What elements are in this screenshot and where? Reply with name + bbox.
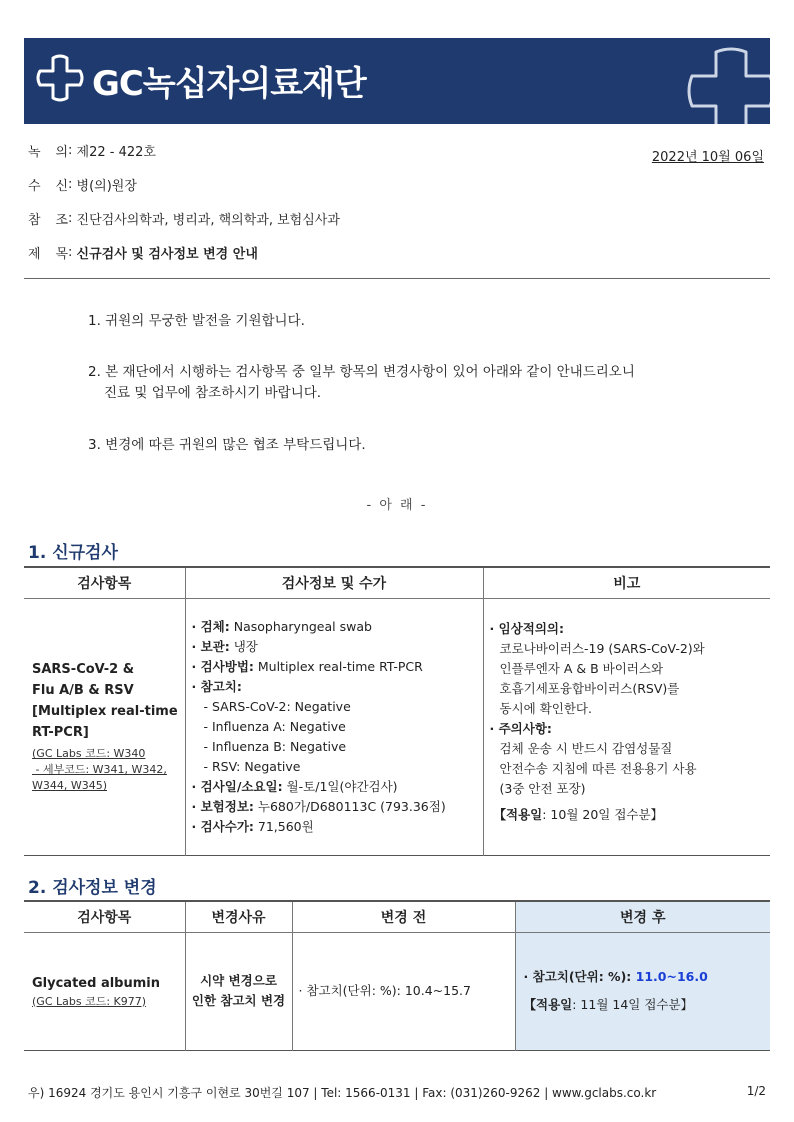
footer	[28, 1084, 766, 1101]
test-info-value: - Influenza A: Negative	[203, 718, 346, 734]
reason-line-1: 시약 변경으로	[200, 973, 277, 988]
cc-row	[28, 208, 340, 228]
cc-value: 진단검사의학과, 병리과, 핵의학과, 보험심사과	[76, 212, 340, 228]
ref-colon: :	[68, 142, 77, 158]
test-code-2: - 세부코드: W341, W342,	[32, 763, 167, 776]
test-item-cell	[24, 598, 185, 855]
paragraph-2	[88, 362, 635, 404]
clinical-line-1: 코로나바이러스-19 (SARS-CoV-2)와	[499, 640, 705, 656]
test-info-value: 71,560원	[253, 818, 314, 834]
decorative-cross-icon	[686, 46, 770, 124]
header-banner	[24, 38, 770, 124]
test-info-line	[192, 697, 483, 717]
subject-colon: :	[68, 244, 77, 260]
caution-label: · 주의사항:	[489, 720, 552, 736]
clinical-line-2: 인플루엔자 A & B 바이러스와	[499, 660, 664, 676]
test-info-value: - Influenza B: Negative	[203, 738, 347, 754]
subject-key-1: 제	[28, 246, 41, 262]
table-row	[24, 932, 770, 1050]
caution-line-3: (3중 안전 포장)	[499, 780, 586, 796]
clinical-line-3: 호흡기세포융합바이러스(RSV)를	[499, 680, 680, 696]
test-info-value: Multiplex real-time RT-PCR	[253, 658, 423, 674]
caution-line-1: 검체 운송 시 반드시 감염성물질	[499, 740, 673, 756]
test-info-label: · 검사수가:	[191, 818, 254, 834]
after-cell	[515, 932, 770, 1050]
change-item-code: (GC Labs 코드: K977)	[32, 994, 147, 1008]
test-info-line	[192, 797, 483, 817]
test-info-list	[192, 617, 483, 837]
ref-key-2: 의	[55, 144, 68, 160]
clinical-line-4: 동시에 확인한다.	[499, 700, 592, 716]
paragraph-1: 1. 귀원의 무궁한 발전을 기원합니다.	[88, 313, 305, 329]
test-info-label: · 보관:	[191, 638, 230, 654]
test-info-label: · 참고치:	[191, 678, 242, 694]
test-name-1: SARS-CoV-2 &	[32, 662, 135, 677]
test-info-value: 냉장	[229, 638, 258, 654]
col-header-reason: 변경사유	[185, 901, 292, 932]
new-test-table	[24, 566, 770, 856]
col-header-item: 검사항목	[24, 901, 185, 932]
gc-logo-icon	[34, 52, 86, 104]
table-row	[24, 598, 770, 855]
test-info-value: 누680가/D680113C (793.36점)	[253, 798, 446, 814]
to-value: 병(의)원장	[76, 178, 137, 194]
change-item-name: Glycated albumin	[32, 975, 160, 991]
test-info-line	[192, 817, 483, 837]
test-info-line	[192, 717, 483, 737]
before-value: · 참고치(단위: %): 10.4~15.7	[298, 983, 471, 998]
remarks-cell	[483, 598, 770, 855]
info-change-table	[24, 900, 770, 1051]
org-name: GC녹십자의료재단	[92, 64, 366, 104]
to-key-1: 수	[28, 178, 41, 194]
section-1-title: 1. 신규검사	[28, 543, 118, 563]
after-apply-label: 【적용일	[523, 997, 573, 1012]
apply-date	[490, 805, 771, 825]
test-name-2: Flu A/B & RSV	[32, 683, 134, 698]
table-header-row	[24, 567, 770, 598]
after-value: 11.0~16.0	[635, 969, 708, 984]
paragraph-2-line-2: 진료 및 업무에 참조하시기 바랍니다.	[104, 385, 322, 401]
divider	[24, 278, 770, 279]
subject-value: 신규검사 및 검사정보 변경 안내	[76, 246, 258, 262]
test-info-value: - SARS-CoV-2: Negative	[203, 698, 351, 714]
subject-row	[28, 242, 258, 262]
footer-address: 우) 16924 경기도 용인시 기흥구 이현로 30번길 107 | Tel: 1566-0131 | Fax: (031)260-9262 | www.gclabs.co.kr	[28, 1086, 657, 1100]
paragraph-2-line-1: 2. 본 재단에서 시행하는 검사항목 중 일부 항목의 변경사항이 있어 아래와 같이 안내드리오니	[88, 364, 635, 380]
to-colon: :	[68, 176, 77, 192]
test-info-label: · 검사방법:	[191, 658, 254, 674]
to-key-2: 신	[55, 178, 68, 194]
test-info-cell	[185, 598, 483, 855]
col-header-after: 변경 후	[515, 901, 770, 932]
col-header-item: 검사항목	[24, 567, 185, 598]
test-info-label: · 보험정보:	[191, 798, 254, 814]
test-info-line	[192, 617, 483, 637]
document-date: 2022년 10월 06일	[651, 150, 764, 165]
test-info-line	[192, 757, 483, 777]
col-header-info: 검사정보 및 수가	[185, 567, 483, 598]
cc-key-1: 참	[28, 212, 41, 228]
reason-line-2: 인한 참고치 변경	[191, 993, 286, 1008]
test-name-3: [Multiplex real-time	[32, 704, 178, 719]
ref-row	[28, 140, 156, 160]
test-name-4: RT-PCR]	[32, 725, 89, 740]
apply-label: 【적용일	[493, 806, 543, 822]
ref-value: 제22 - 422호	[76, 144, 156, 160]
page-number: 1/2	[746, 1084, 766, 1098]
test-info-line	[192, 657, 483, 677]
before-cell	[292, 932, 515, 1050]
clinical-label: · 임상적의의:	[489, 620, 564, 636]
apply-value: : 10월 20일 접수분】	[542, 806, 664, 822]
test-info-line	[192, 677, 483, 697]
test-info-label: · 검사일/소요일:	[191, 778, 283, 794]
test-info-line	[192, 737, 483, 757]
to-row	[28, 174, 137, 194]
section-2-title: 2. 검사정보 변경	[28, 878, 157, 898]
test-code-1: (GC Labs 코드: W340	[32, 747, 146, 760]
ref-key-1: 녹	[28, 144, 41, 160]
test-info-label: · 검체:	[191, 618, 230, 634]
col-header-remarks: 비고	[483, 567, 770, 598]
caution-line-2: 안전수송 지침에 따른 전용용기 사용	[499, 760, 697, 776]
col-header-before: 변경 전	[292, 901, 515, 932]
test-info-value: Nasopharyngeal swab	[229, 618, 372, 634]
subject-key-2: 목	[55, 246, 68, 262]
paragraph-3: 3. 변경에 따른 귀원의 많은 협조 부탁드립니다.	[88, 437, 366, 453]
test-info-value: - RSV: Negative	[203, 758, 301, 774]
after-apply-value: : 11월 14일 접수분】	[572, 997, 694, 1012]
after-reference	[524, 967, 771, 987]
test-code-3: W344, W345)	[32, 779, 108, 792]
cc-colon: :	[68, 210, 77, 226]
after-label: · 참고치(단위: %):	[523, 969, 636, 984]
test-info-value: 월-토/1일(야간검사)	[282, 778, 398, 794]
cc-key-2: 조	[55, 212, 68, 228]
change-item-cell	[24, 932, 185, 1050]
test-info-line	[192, 777, 483, 797]
below-marker: - 아 래 -	[366, 498, 428, 513]
test-info-line	[192, 637, 483, 657]
table-header-row	[24, 901, 770, 932]
change-reason-cell	[185, 932, 292, 1050]
after-apply-date	[524, 995, 771, 1015]
